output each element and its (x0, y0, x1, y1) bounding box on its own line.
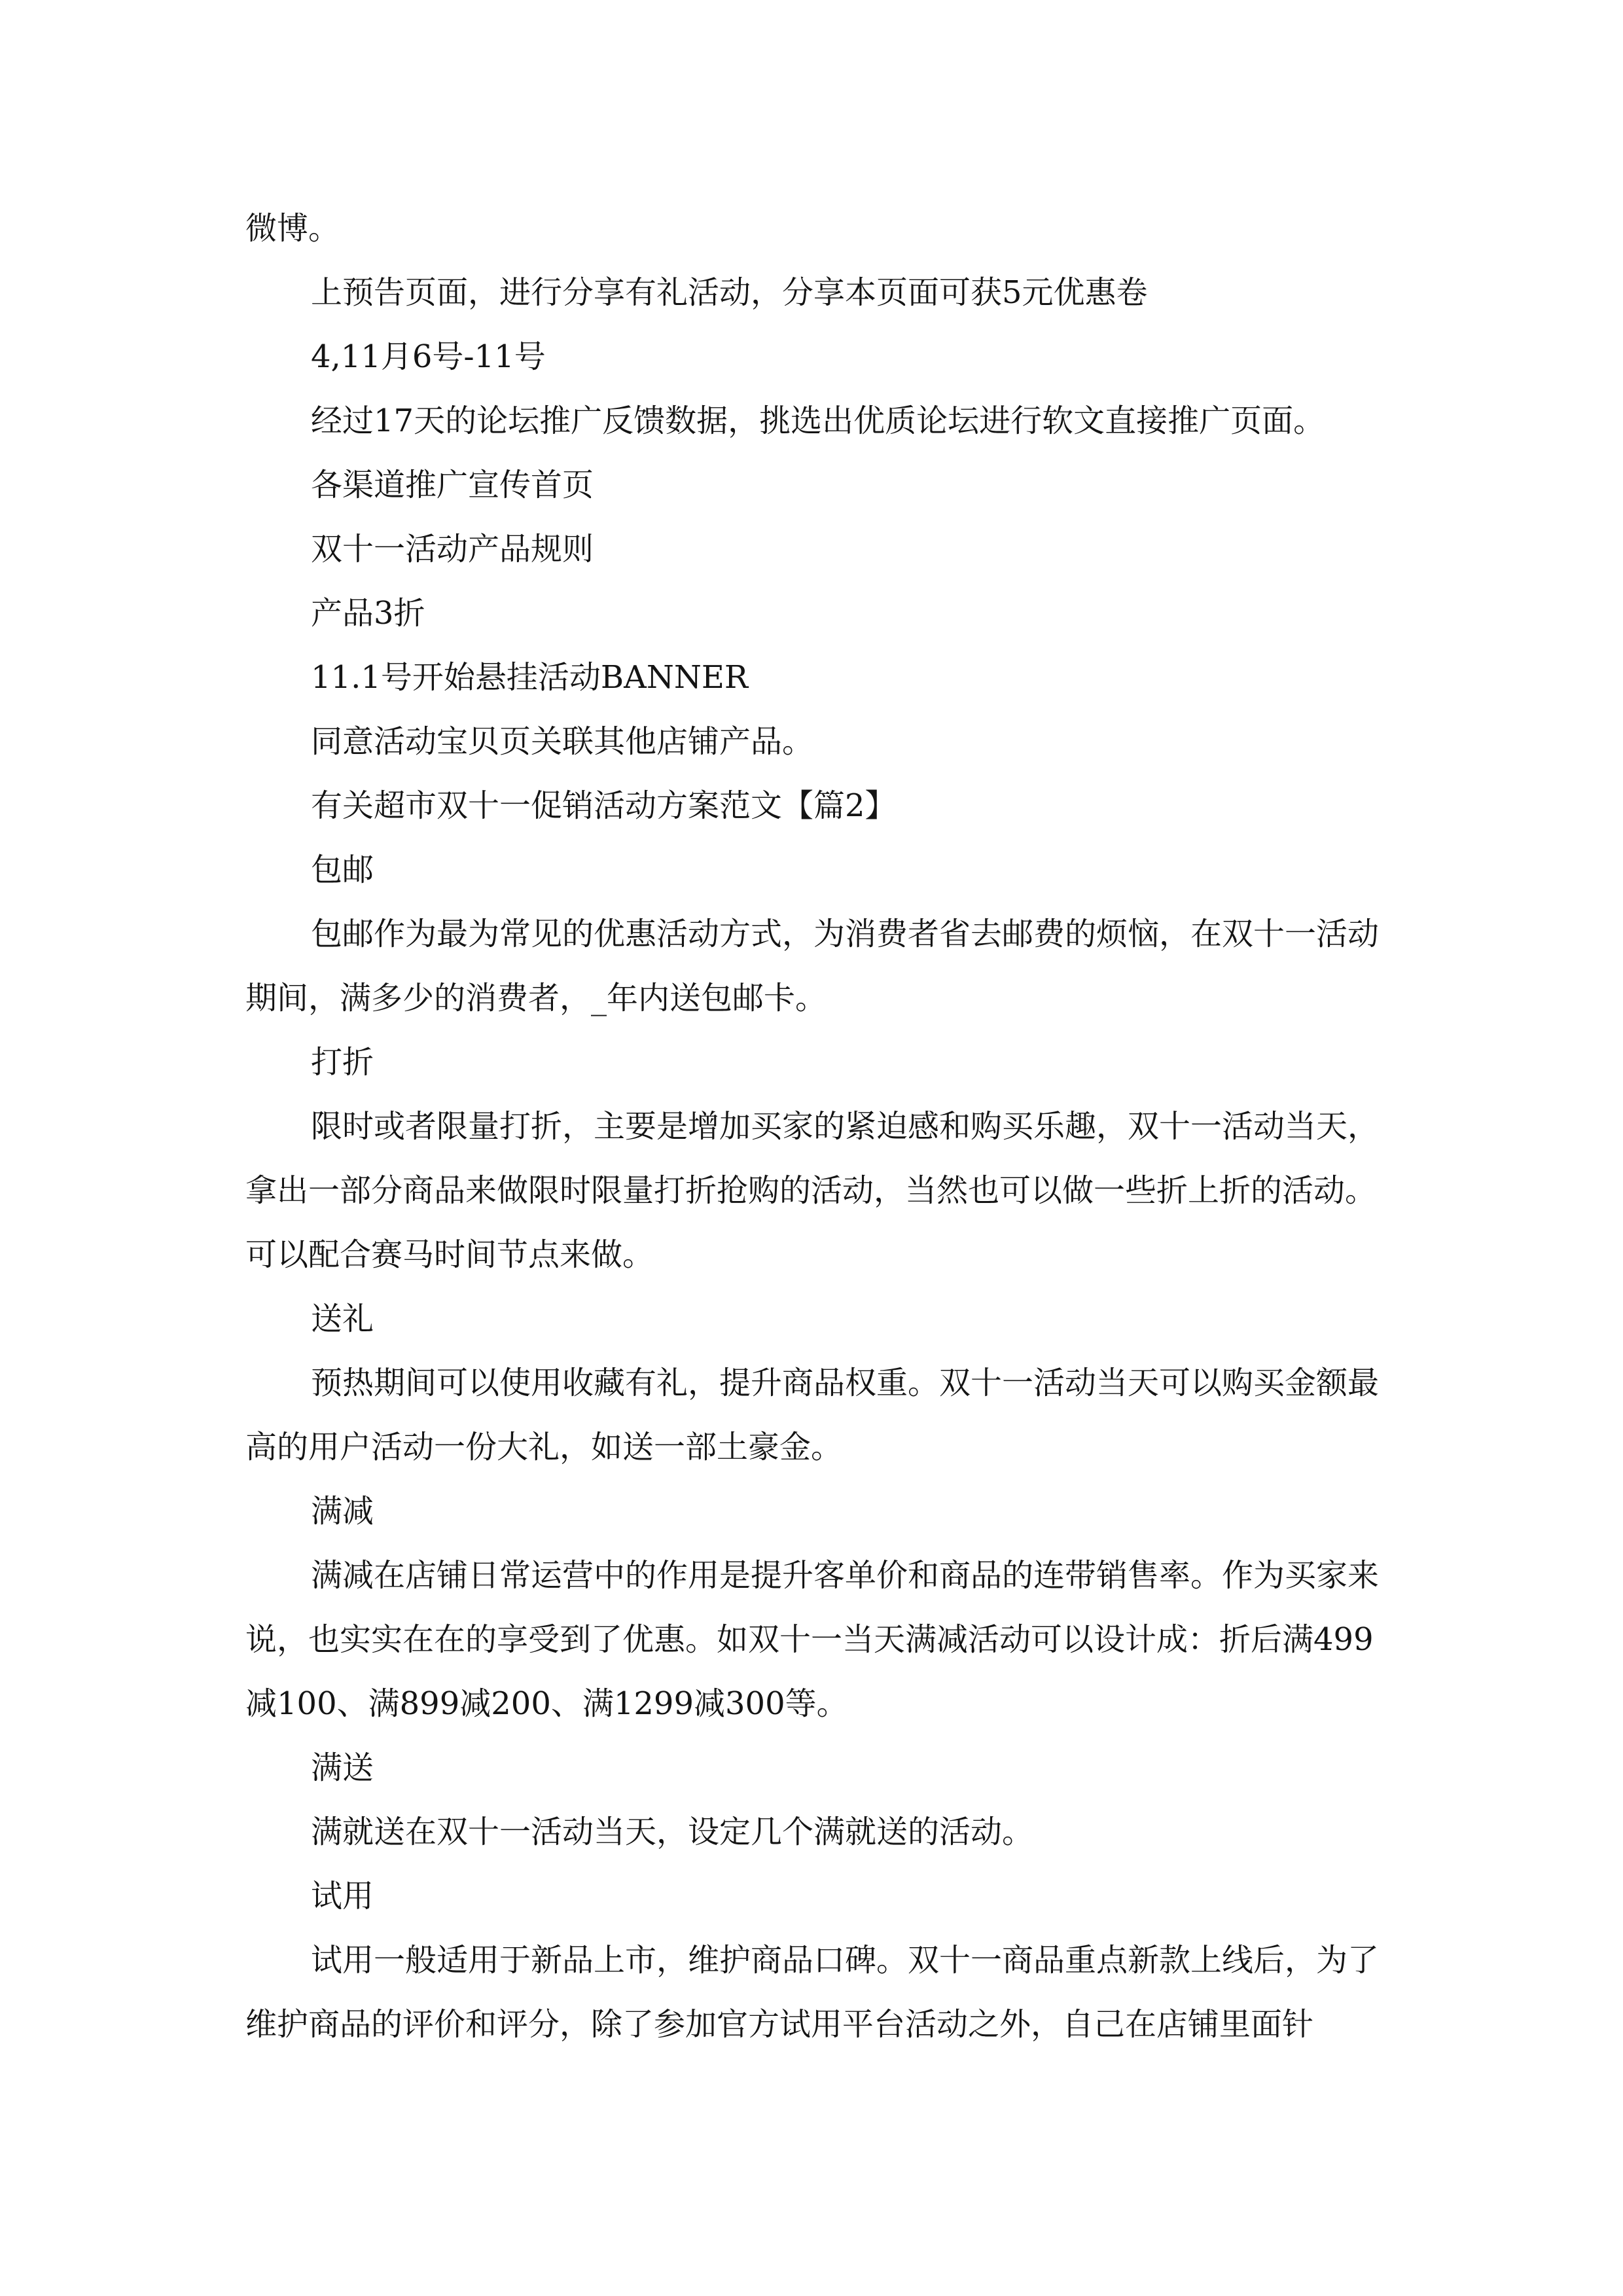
paragraph: 微博。 (245, 210, 340, 247)
paragraph: 同意活动宝贝页关联其他店铺产品。 (311, 723, 814, 760)
paragraph: 11.1号开始悬挂活动BANNER (311, 659, 748, 696)
paragraph: 产品3折 (311, 595, 425, 632)
subheading-trial: 试用 (311, 1878, 374, 1914)
subheading-discount: 打折 (311, 1044, 374, 1081)
document-body (245, 196, 1387, 2056)
paragraph: 满就送在双十一活动当天，设定几个满就送的活动。 (311, 1814, 1034, 1850)
paragraph: 经过17天的论坛推广反馈数据，挑选出优质论坛进行软文直接推广页面。 (311, 403, 1325, 439)
section-title: 有关超市双十一促销活动方案范文【篇2】 (311, 787, 897, 824)
subheading-full-reduction: 满减 (311, 1493, 374, 1530)
paragraph: 限时或者限量打折，主要是增加买家的紧迫感和购买乐趣，双十一活动当天，拿出一部分商品来做限时限量打折抢购的活动，当然也可以做一些折上折的活动。可以配合赛马时间节点来做。 (245, 1108, 1380, 1273)
subheading-full-gift: 满送 (311, 1749, 374, 1786)
subheading-gift: 送礼 (311, 1300, 374, 1337)
subheading-free-shipping: 包邮 (311, 852, 374, 888)
paragraph: 上预告页面，进行分享有礼活动，分享本页面可获5元优惠卷 (311, 274, 1148, 311)
paragraph: 4,11月6号-11号 (311, 338, 546, 375)
paragraph: 各渠道推广宣传首页 (311, 467, 594, 503)
paragraph: 双十一活动产品规则 (311, 531, 594, 567)
paragraph: 预热期间可以使用收藏有礼，提升商品权重。双十一活动当天可以购买金额最高的用户活动一份大礼，如送一部土豪金。 (245, 1365, 1380, 1465)
paragraph: 试用一般适用于新品上市，维护商品口碑。双十一商品重点新款上线后，为了维护商品的评价和评分，除了参加官方试用平台活动之外，自己在店铺里面针 (245, 1942, 1380, 2043)
paragraph: 满减在店铺日常运营中的作用是提升客单价和商品的连带销售率。作为买家来说，也实实在在的享受到了优惠。如双十一当天满减活动可以设计成：折后满499减100、满899减200、满1299减300等。 (245, 1557, 1380, 1722)
paragraph: 包邮作为最为常见的优惠活动方式，为消费者省去邮费的烦恼，在双十一活动期间，满多少的消费者，_年内送包邮卡。 (245, 916, 1380, 1016)
